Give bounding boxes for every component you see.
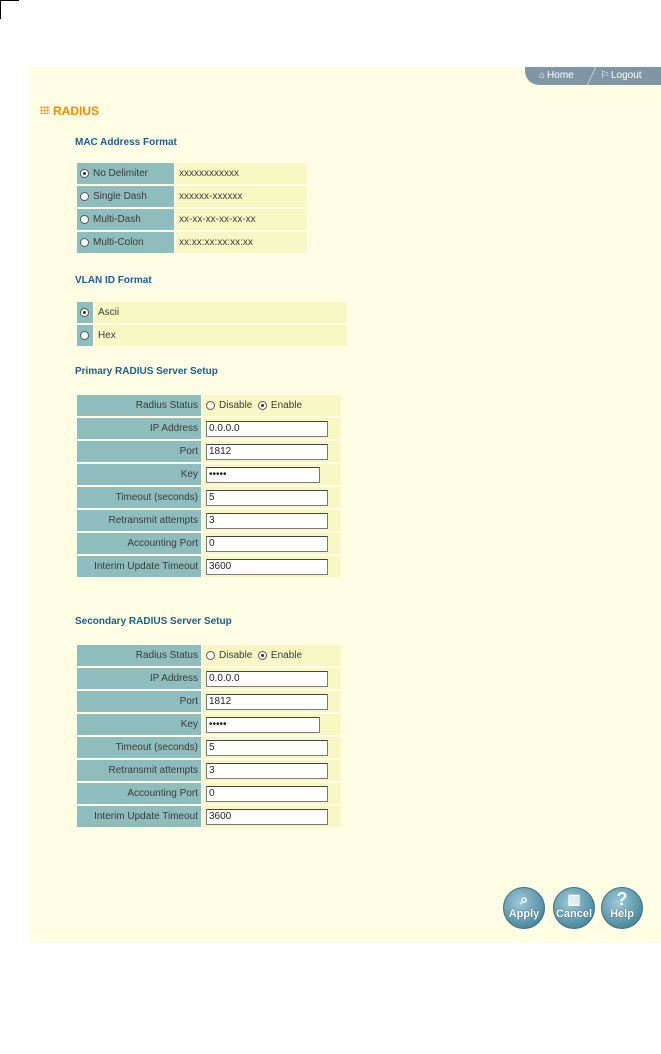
help-label: Help bbox=[610, 908, 634, 920]
radio-no-delimiter[interactable] bbox=[80, 169, 89, 178]
vlan-option-row[interactable] bbox=[77, 302, 347, 323]
radio-ascii[interactable] bbox=[80, 308, 89, 317]
home-label: Home bbox=[547, 70, 574, 81]
logout-link[interactable] bbox=[600, 70, 642, 81]
trash-icon: ▥ bbox=[567, 891, 581, 907]
apply-icon: ⌕ bbox=[520, 891, 528, 907]
retransmit-label: Retransmit attempts bbox=[77, 760, 201, 781]
retransmit-label: Retransmit attempts bbox=[77, 510, 201, 531]
option-label: Multi-Colon bbox=[93, 237, 144, 248]
interim-timeout-label: Interim Update Timeout bbox=[77, 806, 201, 827]
accounting-port-label: Accounting Port bbox=[77, 533, 201, 554]
top-nav bbox=[525, 67, 661, 85]
apply-label: Apply bbox=[508, 908, 540, 920]
ip-address-label: IP Address bbox=[77, 418, 201, 439]
option-label: Ascii bbox=[95, 302, 347, 323]
mac-option-row[interactable] bbox=[77, 209, 307, 230]
key-input[interactable] bbox=[206, 467, 320, 483]
cancel-button[interactable] bbox=[553, 887, 595, 929]
ip-address-input[interactable] bbox=[206, 671, 328, 687]
option-example: xxxxxxxxxxxx bbox=[176, 163, 307, 184]
radius-status-label: Radius Status bbox=[77, 645, 201, 666]
page-title-text: RADIUS bbox=[53, 104, 100, 118]
radio-single-dash[interactable] bbox=[80, 192, 89, 201]
interim-timeout-input[interactable] bbox=[206, 559, 328, 575]
radio-disable[interactable] bbox=[206, 401, 215, 410]
primary-server-table bbox=[75, 393, 343, 579]
key-label: Key bbox=[77, 714, 201, 735]
retransmit-input[interactable] bbox=[206, 763, 328, 779]
home-icon: ⌂ bbox=[539, 70, 546, 81]
page-title bbox=[40, 104, 99, 118]
main-panel bbox=[29, 67, 661, 943]
logout-label: Logout bbox=[610, 70, 642, 81]
option-example: xx:xx:xx:xx:xx:xx bbox=[176, 232, 307, 253]
key-label: Key bbox=[77, 464, 201, 485]
port-input[interactable] bbox=[206, 694, 328, 710]
apply-button[interactable] bbox=[503, 887, 545, 929]
port-label: Port bbox=[77, 691, 201, 712]
mac-option-row[interactable] bbox=[77, 186, 307, 207]
accounting-port-input[interactable] bbox=[206, 786, 328, 802]
mac-option-row[interactable] bbox=[77, 232, 307, 253]
help-button[interactable] bbox=[601, 887, 643, 929]
home-link[interactable] bbox=[539, 70, 574, 81]
radio-enable[interactable] bbox=[258, 401, 267, 410]
option-label: Single Dash bbox=[93, 191, 147, 202]
radio-hex[interactable] bbox=[80, 331, 89, 340]
option-example: xx-xx-xx-xx-xx-xx bbox=[176, 209, 307, 230]
nav-separator bbox=[587, 67, 596, 85]
vlan-format-heading: VLAN ID Format bbox=[75, 275, 152, 286]
enable-label: Enable bbox=[270, 650, 303, 661]
enable-label: Enable bbox=[270, 400, 303, 411]
cancel-label: Cancel bbox=[555, 908, 593, 920]
ip-address-input[interactable] bbox=[206, 421, 328, 437]
port-label: Port bbox=[77, 441, 201, 462]
radio-enable[interactable] bbox=[258, 651, 267, 660]
primary-heading: Primary RADIUS Server Setup bbox=[75, 366, 218, 377]
grid-icon bbox=[40, 106, 50, 114]
mac-format-table bbox=[75, 161, 309, 255]
interim-timeout-label: Interim Update Timeout bbox=[77, 556, 201, 577]
interim-timeout-input[interactable] bbox=[206, 809, 328, 825]
vlan-format-table bbox=[75, 300, 349, 348]
timeout-input[interactable] bbox=[206, 740, 328, 756]
radius-status-label: Radius Status bbox=[77, 395, 201, 416]
disable-label: Disable bbox=[219, 400, 253, 411]
retransmit-input[interactable] bbox=[206, 513, 328, 529]
radio-disable[interactable] bbox=[206, 651, 215, 660]
option-example: xxxxxx-xxxxxx bbox=[176, 186, 307, 207]
radio-multi-dash[interactable] bbox=[80, 215, 89, 224]
timeout-label: Timeout (seconds) bbox=[77, 737, 201, 758]
accounting-port-label: Accounting Port bbox=[77, 783, 201, 804]
timeout-label: Timeout (seconds) bbox=[77, 487, 201, 508]
mac-format-heading: MAC Address Format bbox=[75, 137, 177, 148]
timeout-input[interactable] bbox=[206, 490, 328, 506]
option-label: No Delimiter bbox=[93, 168, 149, 179]
question-icon: ? bbox=[616, 889, 628, 909]
ip-address-label: IP Address bbox=[77, 668, 201, 689]
page-corner-mark bbox=[0, 0, 19, 19]
secondary-heading: Secondary RADIUS Server Setup bbox=[75, 616, 232, 627]
mac-option-row[interactable] bbox=[77, 163, 307, 184]
vlan-option-row[interactable] bbox=[77, 325, 347, 346]
accounting-port-input[interactable] bbox=[206, 536, 328, 552]
option-label: Multi-Dash bbox=[93, 214, 141, 225]
disable-label: Disable bbox=[219, 650, 253, 661]
secondary-server-table bbox=[75, 643, 343, 829]
radio-multi-colon[interactable] bbox=[80, 238, 89, 247]
port-input[interactable] bbox=[206, 444, 328, 460]
key-input[interactable] bbox=[206, 717, 320, 733]
logout-icon: ⚐ bbox=[600, 70, 609, 81]
option-label: Hex bbox=[95, 325, 347, 346]
